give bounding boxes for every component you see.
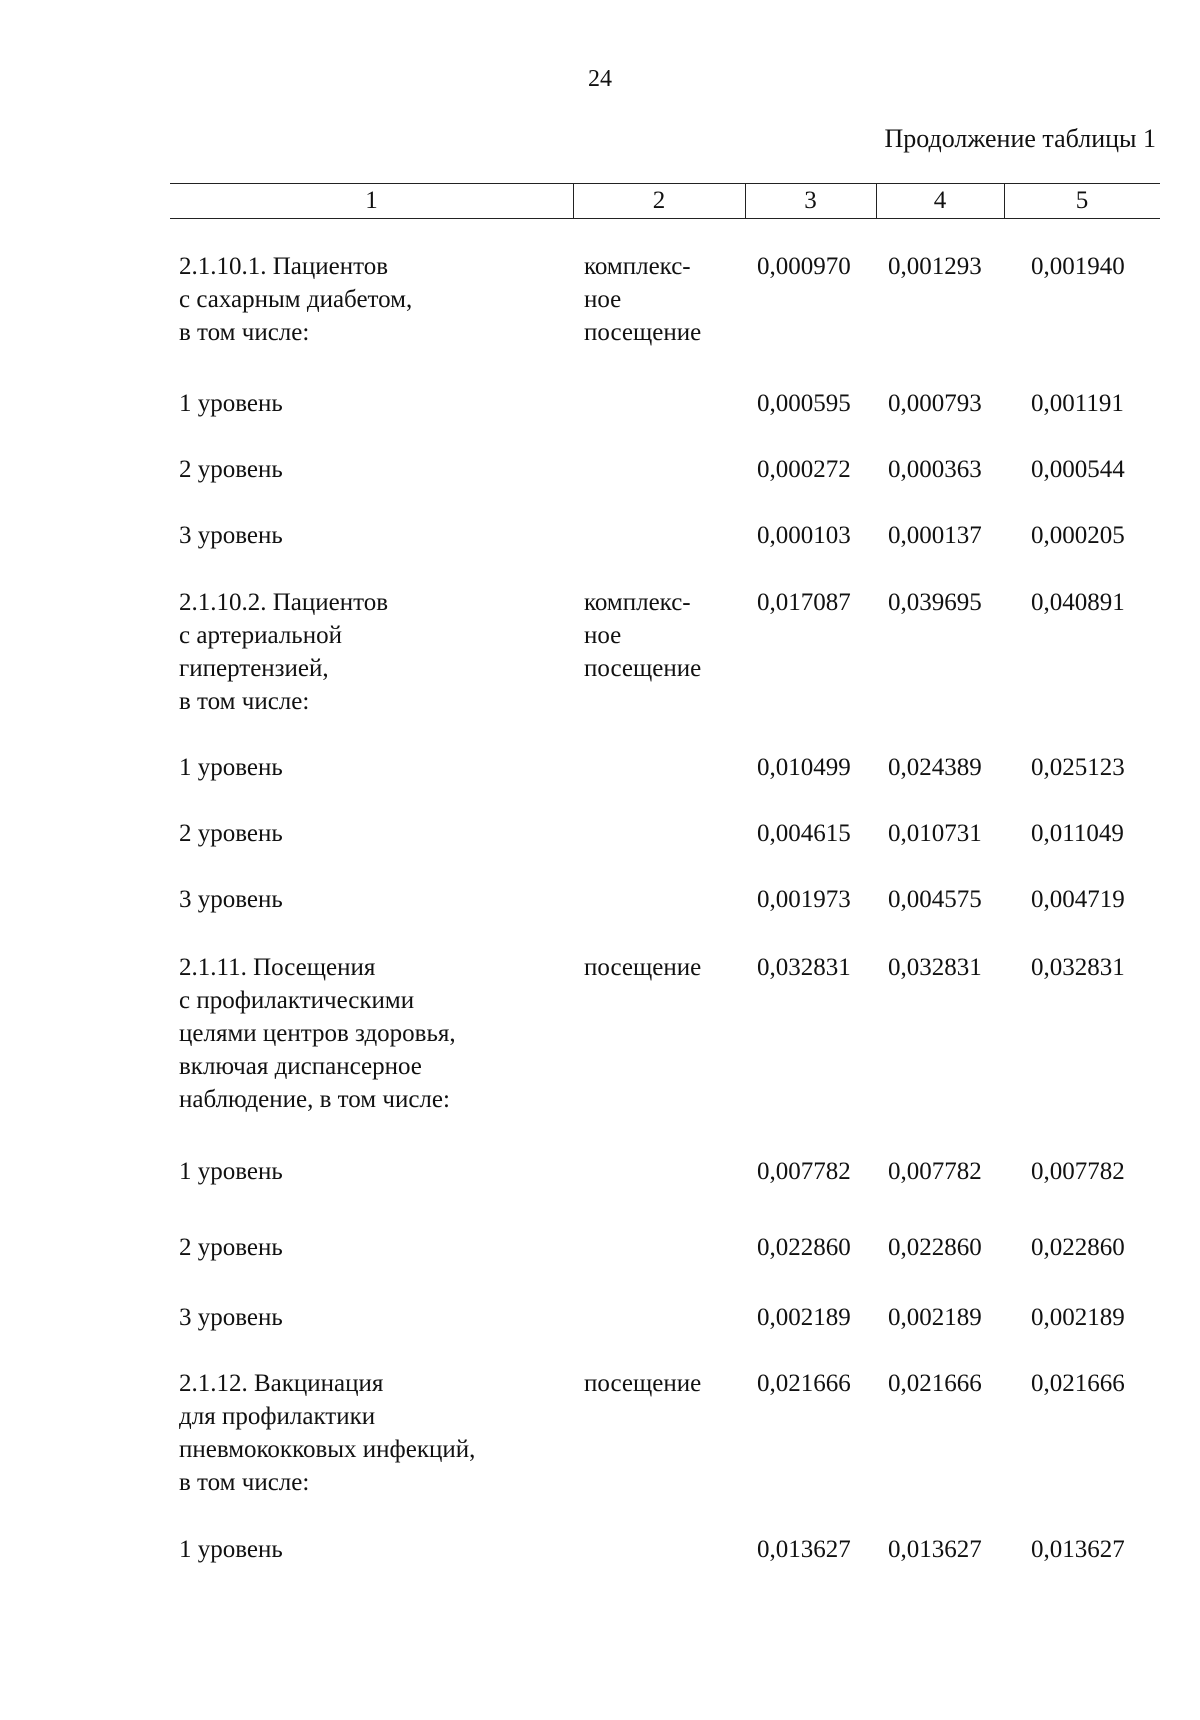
row-value-col4: 0,013627 (888, 1536, 982, 1563)
row-value-col4: 0,024389 (888, 754, 982, 781)
row-label: 2.1.10.2. Пациентов с артериальной гипертензией, в том числе: (179, 589, 389, 715)
row-value-col3: 0,001973 (757, 886, 851, 913)
row-value-col5: 0,001191 (1031, 390, 1124, 417)
row-label: 2.1.10.1. Пациентов с сахарным диабетом, в том числе: (179, 253, 413, 346)
row-value-col5: 0,004719 (1031, 886, 1125, 913)
row-label: 1 уровень (179, 754, 283, 781)
header-cell-1: 1 (365, 187, 378, 214)
row-value-col5: 0,000544 (1031, 456, 1125, 483)
row-unit: комплекс- ное посещение (584, 253, 702, 346)
table-continuation-label: Продолжение таблицы 1 (884, 124, 1156, 153)
row-value-col4: 0,004575 (888, 886, 982, 913)
row-value-col5: 0,040891 (1031, 589, 1125, 616)
row-value-col4: 0,000363 (888, 456, 982, 483)
row-value-col4: 0,039695 (888, 589, 982, 616)
row-unit: посещение (584, 954, 702, 981)
row-label: 3 уровень (179, 522, 283, 549)
row-unit: посещение (584, 1370, 702, 1397)
row-value-col3: 0,021666 (757, 1370, 851, 1397)
row-label: 1 уровень (179, 1158, 283, 1185)
row-value-col3: 0,010499 (757, 754, 851, 781)
row-label: 3 уровень (179, 886, 283, 913)
row-label: 2.1.11. Посещения с профилактическими целями центров здоровья, включая диспансерное наблюдение, в том числе: (179, 954, 456, 1113)
row-value-col4: 0,001293 (888, 253, 982, 280)
table-header (170, 183, 1160, 219)
row-value-col5: 0,013627 (1031, 1536, 1125, 1563)
row-value-col5: 0,000205 (1031, 522, 1125, 549)
row-value-col4: 0,010731 (888, 820, 982, 847)
row-label: 2 уровень (179, 820, 283, 847)
row-label: 3 уровень (179, 1304, 283, 1331)
row-value-col4: 0,007782 (888, 1158, 982, 1185)
header-cell-2: 2 (652, 187, 666, 214)
row-value-col3: 0,004615 (757, 820, 851, 847)
row-value-col5: 0,032831 (1031, 954, 1125, 981)
row-unit: комплекс- ное посещение (584, 589, 702, 682)
row-value-col3: 0,000272 (757, 456, 851, 483)
row-label: 1 уровень (179, 390, 283, 417)
page-number: 24 (588, 66, 612, 92)
row-value-col3: 0,002189 (757, 1304, 851, 1331)
row-value-col3: 0,007782 (757, 1158, 851, 1185)
row-label: 2 уровень (179, 456, 283, 483)
row-value-col4: 0,000137 (888, 522, 982, 549)
row-value-col3: 0,000970 (757, 253, 851, 280)
row-value-col4: 0,032831 (888, 954, 982, 981)
row-value-col3: 0,017087 (757, 589, 851, 616)
row-value-col5: 0,007782 (1031, 1158, 1125, 1185)
row-label: 1 уровень (179, 1536, 283, 1563)
row-label: 2 уровень (179, 1234, 283, 1261)
row-value-col3: 0,000595 (757, 390, 851, 417)
header-cell-4: 4 (933, 187, 947, 214)
row-label: 2.1.12. Вакцинация для профилактики пневмококковых инфекций, в том числе: (179, 1370, 476, 1496)
row-value-col4: 0,021666 (888, 1370, 982, 1397)
header-cell-3: 3 (804, 187, 817, 214)
row-value-col4: 0,000793 (888, 390, 982, 417)
row-value-col5: 0,021666 (1031, 1370, 1125, 1397)
row-value-col3: 0,032831 (757, 954, 851, 981)
row-value-col3: 0,022860 (757, 1234, 851, 1261)
header-cell-5: 5 (1075, 187, 1089, 214)
row-value-col4: 0,002189 (888, 1304, 982, 1331)
row-value-col5: 0,025123 (1031, 754, 1125, 781)
row-value-col3: 0,013627 (757, 1536, 851, 1563)
row-value-col3: 0,000103 (757, 522, 851, 549)
row-value-col5: 0,002189 (1031, 1304, 1125, 1331)
row-value-col4: 0,022860 (888, 1234, 982, 1261)
row-value-col5: 0,011049 (1031, 820, 1124, 847)
row-value-col5: 0,001940 (1031, 253, 1125, 280)
row-value-col5: 0,022860 (1031, 1234, 1125, 1261)
